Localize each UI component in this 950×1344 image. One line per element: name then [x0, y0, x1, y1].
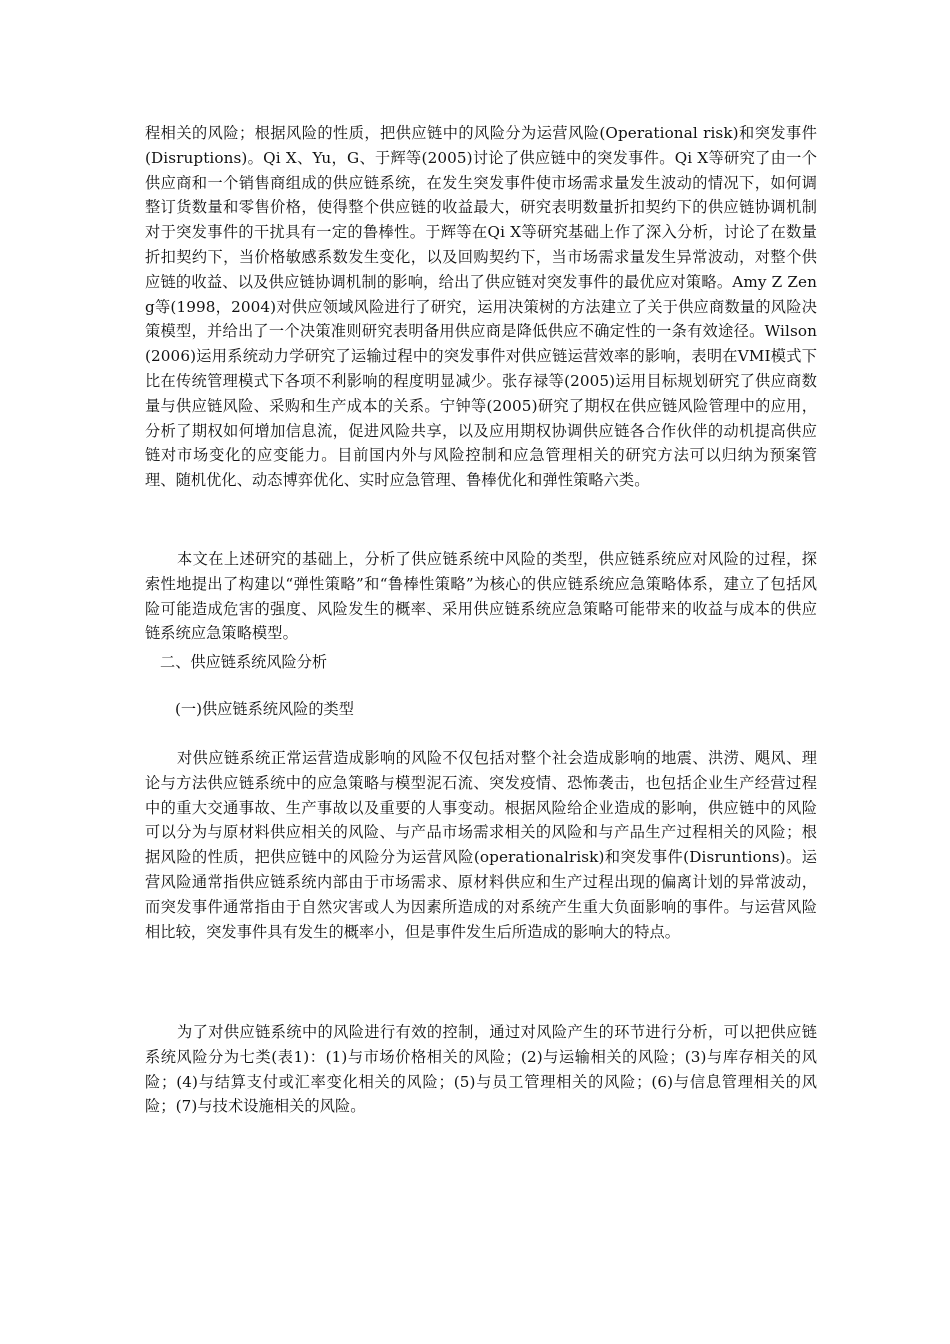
- paragraph-risk-classification: 为了对供应链系统中的风险进行有效的控制，通过对风险产生的环节进行分析，可以把供应链系统风险分为七类(表1)：(1)与市场价格相关的风险；(2)与运输相关的风险；(3)与库存相关的风险；(4)与结算支付或汇率变化相关的风险；(5)与员工管理相关的风险；(6)与信息管理相关的风险；(7)与技术设施相关的风险。: [145, 1023, 817, 1116]
- subsection-heading: (一)供应链系统风险的类型: [175, 700, 354, 718]
- paragraph-risk-types: 对供应链系统正常运营造成影响的风险不仅包括对整个社会造成影响的地震、洪涝、飓风、理论与方法供应链系统中的应急策略与模型泥石流、突发疫情、恐怖袭击，也包括企业生产经营过程中的重大交通事故、生产事故以及重要的人事变动。根据风险给企业造成的影响，供应链中的风险可以分为与原材料供应相关的风险、与产品市场需求相关的风险和与产品生产过程相关的风险；根据风险的性质，把供应链中的风险分为运营风险(operationalrisk)和突发事件(Disruntions)。运营风险通常指供应链系统内部由于市场需求、原材料供应和生产过程出现的偏离计划的异常波动，而突发事件通常指由于自然灾害或人为因素所造成的对系统产生重大负面影响的事件。与运营风险相比较，突发事件具有发生的概率小，但是事件发生后所造成的影响大的特点。: [145, 749, 817, 941]
- section-heading: 二、供应链系统风险分析: [160, 653, 328, 671]
- paragraph-literature-review: 程相关的风险；根据风险的性质，把供应链中的风险分为运营风险(Operational risk)和突发事件(Disruptions)。Qi X、Yu，G、于辉等(2005)讨论了供应链中的突发事件。Qi X等研究了由一个供应商和一个销售商组成的供应链系统，在发生突发事件使市场需求量发生波动的情况下，如何调整订货数量和零售价格，使得整个供应链的收益最大，研究表明数量折扣契约下的供应链协调机制对于突发事件的干扰具有一定的鲁棒性。于辉等在Qi X等研究基础上作了深入分析，讨论了在数量折扣契约下，当价格敏感系数发生变化，以及回购契约下，当市场需求量发生异常波动，对整个供应链的收益、以及供应链协调机制的影响，给出了供应链对突发事件的最优应对策略。Amy Z Zeng等(1998，2004)对供应领域风险进行了研究，运用决策树的方法建立了关于供应商数量的风险决策模型，并给出了一个决策准则研究表明备用供应商是降低供应不确定性的一条有效途径。Wilson(2006)运用系统动力学研究了运输过程中的突发事件对供应链运营效率的影响，表明在VMI模式下比在传统管理模式下各项不利影响的程度明显减少。张存禄等(2005)运用目标规划研究了供应商数量与供应链风险、采购和生产成本的关系。宁钟等(2005)研究了期权在供应链风险管理中的应用，分析了期权如何增加信息流，促进风险共享，以及应用期权协调供应链各合作伙伴的动机提高供应链对市场变化的应变能力。目前国内外与风险控制和应急管理相关的研究方法可以归纳为预案管理、随机优化、动态博弈优化、实时应急管理、鲁棒优化和弹性策略六类。: [145, 124, 817, 490]
- paragraph-introduction: 本文在上述研究的基础上，分析了供应链系统中风险的类型，供应链系统应对风险的过程，探索性地提出了构建以“弹性策略”和“鲁棒性策略”为核心的供应链系统应急策略体系，建立了包括风险可能造成危害的强度、风险发生的概率、采用供应链系统应急策略可能带来的收益与成本的供应链系统应急策略模型。: [145, 550, 817, 643]
